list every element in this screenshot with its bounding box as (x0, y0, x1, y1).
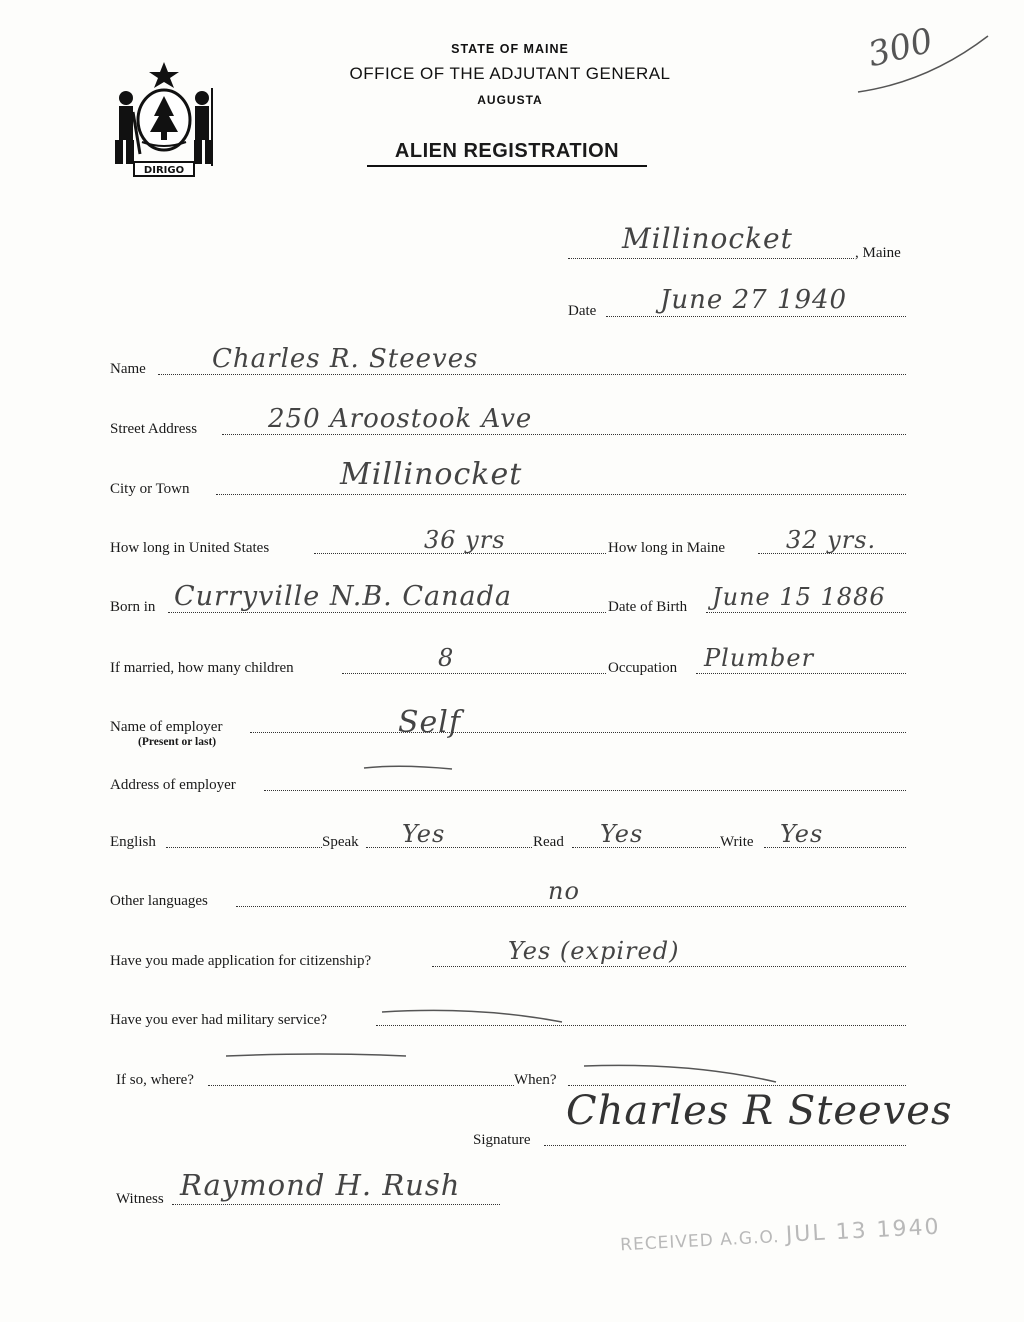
employer-address-line (264, 790, 906, 791)
where-line (208, 1085, 514, 1086)
employer-name-sublabel: (Present or last) (138, 736, 217, 748)
corner-flourish-icon (848, 30, 998, 100)
maine-state-seal-icon (108, 58, 220, 182)
city-value: Millinocket (340, 457, 523, 492)
occupation-value: Plumber (704, 644, 815, 672)
dob-label: Date of Birth (608, 599, 688, 615)
born-in-label: Born in (110, 599, 156, 615)
military-label: Have you ever had military service? (110, 1012, 327, 1028)
dob-line (706, 612, 906, 613)
how-long-maine-label: How long in Maine (608, 540, 726, 556)
city-label: City or Town (110, 481, 190, 497)
employer-name-line (250, 732, 906, 733)
write-label: Write (720, 834, 754, 850)
name-value: Charles R. Steeves (212, 344, 479, 374)
city-line (216, 494, 906, 495)
how-long-maine-value: 32 yrs. (786, 526, 877, 554)
when-dash-mark (580, 1058, 780, 1086)
where-label: If so, where? (116, 1072, 194, 1088)
citizenship-value: Yes (expired) (508, 937, 680, 965)
english-line (166, 847, 322, 848)
speak-line (366, 847, 532, 848)
signature-label: Signature (473, 1132, 531, 1148)
employer-name-value: Self (398, 705, 462, 740)
street-address-label: Street Address (110, 421, 198, 437)
other-languages-label: Other languages (110, 893, 208, 909)
name-label: Name (110, 361, 146, 377)
employer-dash-mark (360, 760, 460, 774)
english-label: English (110, 834, 156, 850)
children-value: 8 (438, 644, 455, 672)
born-in-value: Curryville N.B. Canada (174, 581, 512, 612)
military-dash-mark (378, 1002, 568, 1026)
signature-line (544, 1145, 906, 1146)
where-dash-mark (222, 1050, 412, 1062)
form-title: ALIEN REGISTRATION (367, 140, 647, 167)
write-value: Yes (780, 820, 824, 848)
name-line (158, 374, 906, 375)
speak-label: Speak (322, 834, 359, 850)
header-state: STATE OF MAINE (451, 42, 569, 56)
date-value: June 27 1940 (660, 285, 848, 315)
header-city: AUGUSTA (477, 93, 543, 107)
citizenship-label: Have you made application for citizenship? (110, 953, 372, 969)
when-label: When? (514, 1072, 557, 1088)
employer-address-label: Address of employer (110, 777, 236, 793)
speak-value: Yes (402, 820, 446, 848)
witness-label: Witness (116, 1191, 164, 1207)
read-line (572, 847, 720, 848)
received-stamp-prefix: RECEIVED A.G.O. (619, 1227, 781, 1256)
occupation-line (696, 673, 906, 674)
children-label: If married, how many children (110, 660, 294, 676)
read-label: Read (533, 834, 564, 850)
date-label: Date (568, 303, 597, 319)
location-line (568, 258, 854, 259)
location-label: , Maine (855, 245, 901, 261)
date-line (606, 316, 906, 317)
street-address-value: 250 Aroostook Ave (268, 404, 533, 434)
how-long-us-label: How long in United States (110, 540, 270, 556)
employer-name-label: Name of employer (110, 719, 223, 735)
other-languages-value: no (548, 877, 580, 905)
svg-text:DIRIGO: DIRIGO (143, 165, 185, 176)
corner-file-number: 300 (864, 20, 937, 76)
location-value: Millinocket (622, 222, 793, 255)
born-in-line (168, 612, 606, 613)
street-address-line (222, 434, 906, 435)
header-office: OFFICE OF THE ADJUTANT GENERAL (349, 64, 671, 83)
read-value: Yes (600, 820, 644, 848)
dob-value: June 15 1886 (712, 583, 886, 611)
citizenship-line (432, 966, 906, 967)
received-stamp-date: JUL 13 1940 (785, 1214, 942, 1248)
how-long-us-value: 36 yrs (424, 526, 506, 554)
children-line (342, 673, 606, 674)
other-languages-line (236, 906, 906, 907)
witness-line (172, 1204, 500, 1205)
signature-value: Charles R Steeves (566, 1088, 953, 1134)
occupation-label: Occupation (608, 660, 678, 676)
witness-value: Raymond H. Rush (180, 1168, 461, 1202)
received-stamp (620, 1215, 942, 1257)
